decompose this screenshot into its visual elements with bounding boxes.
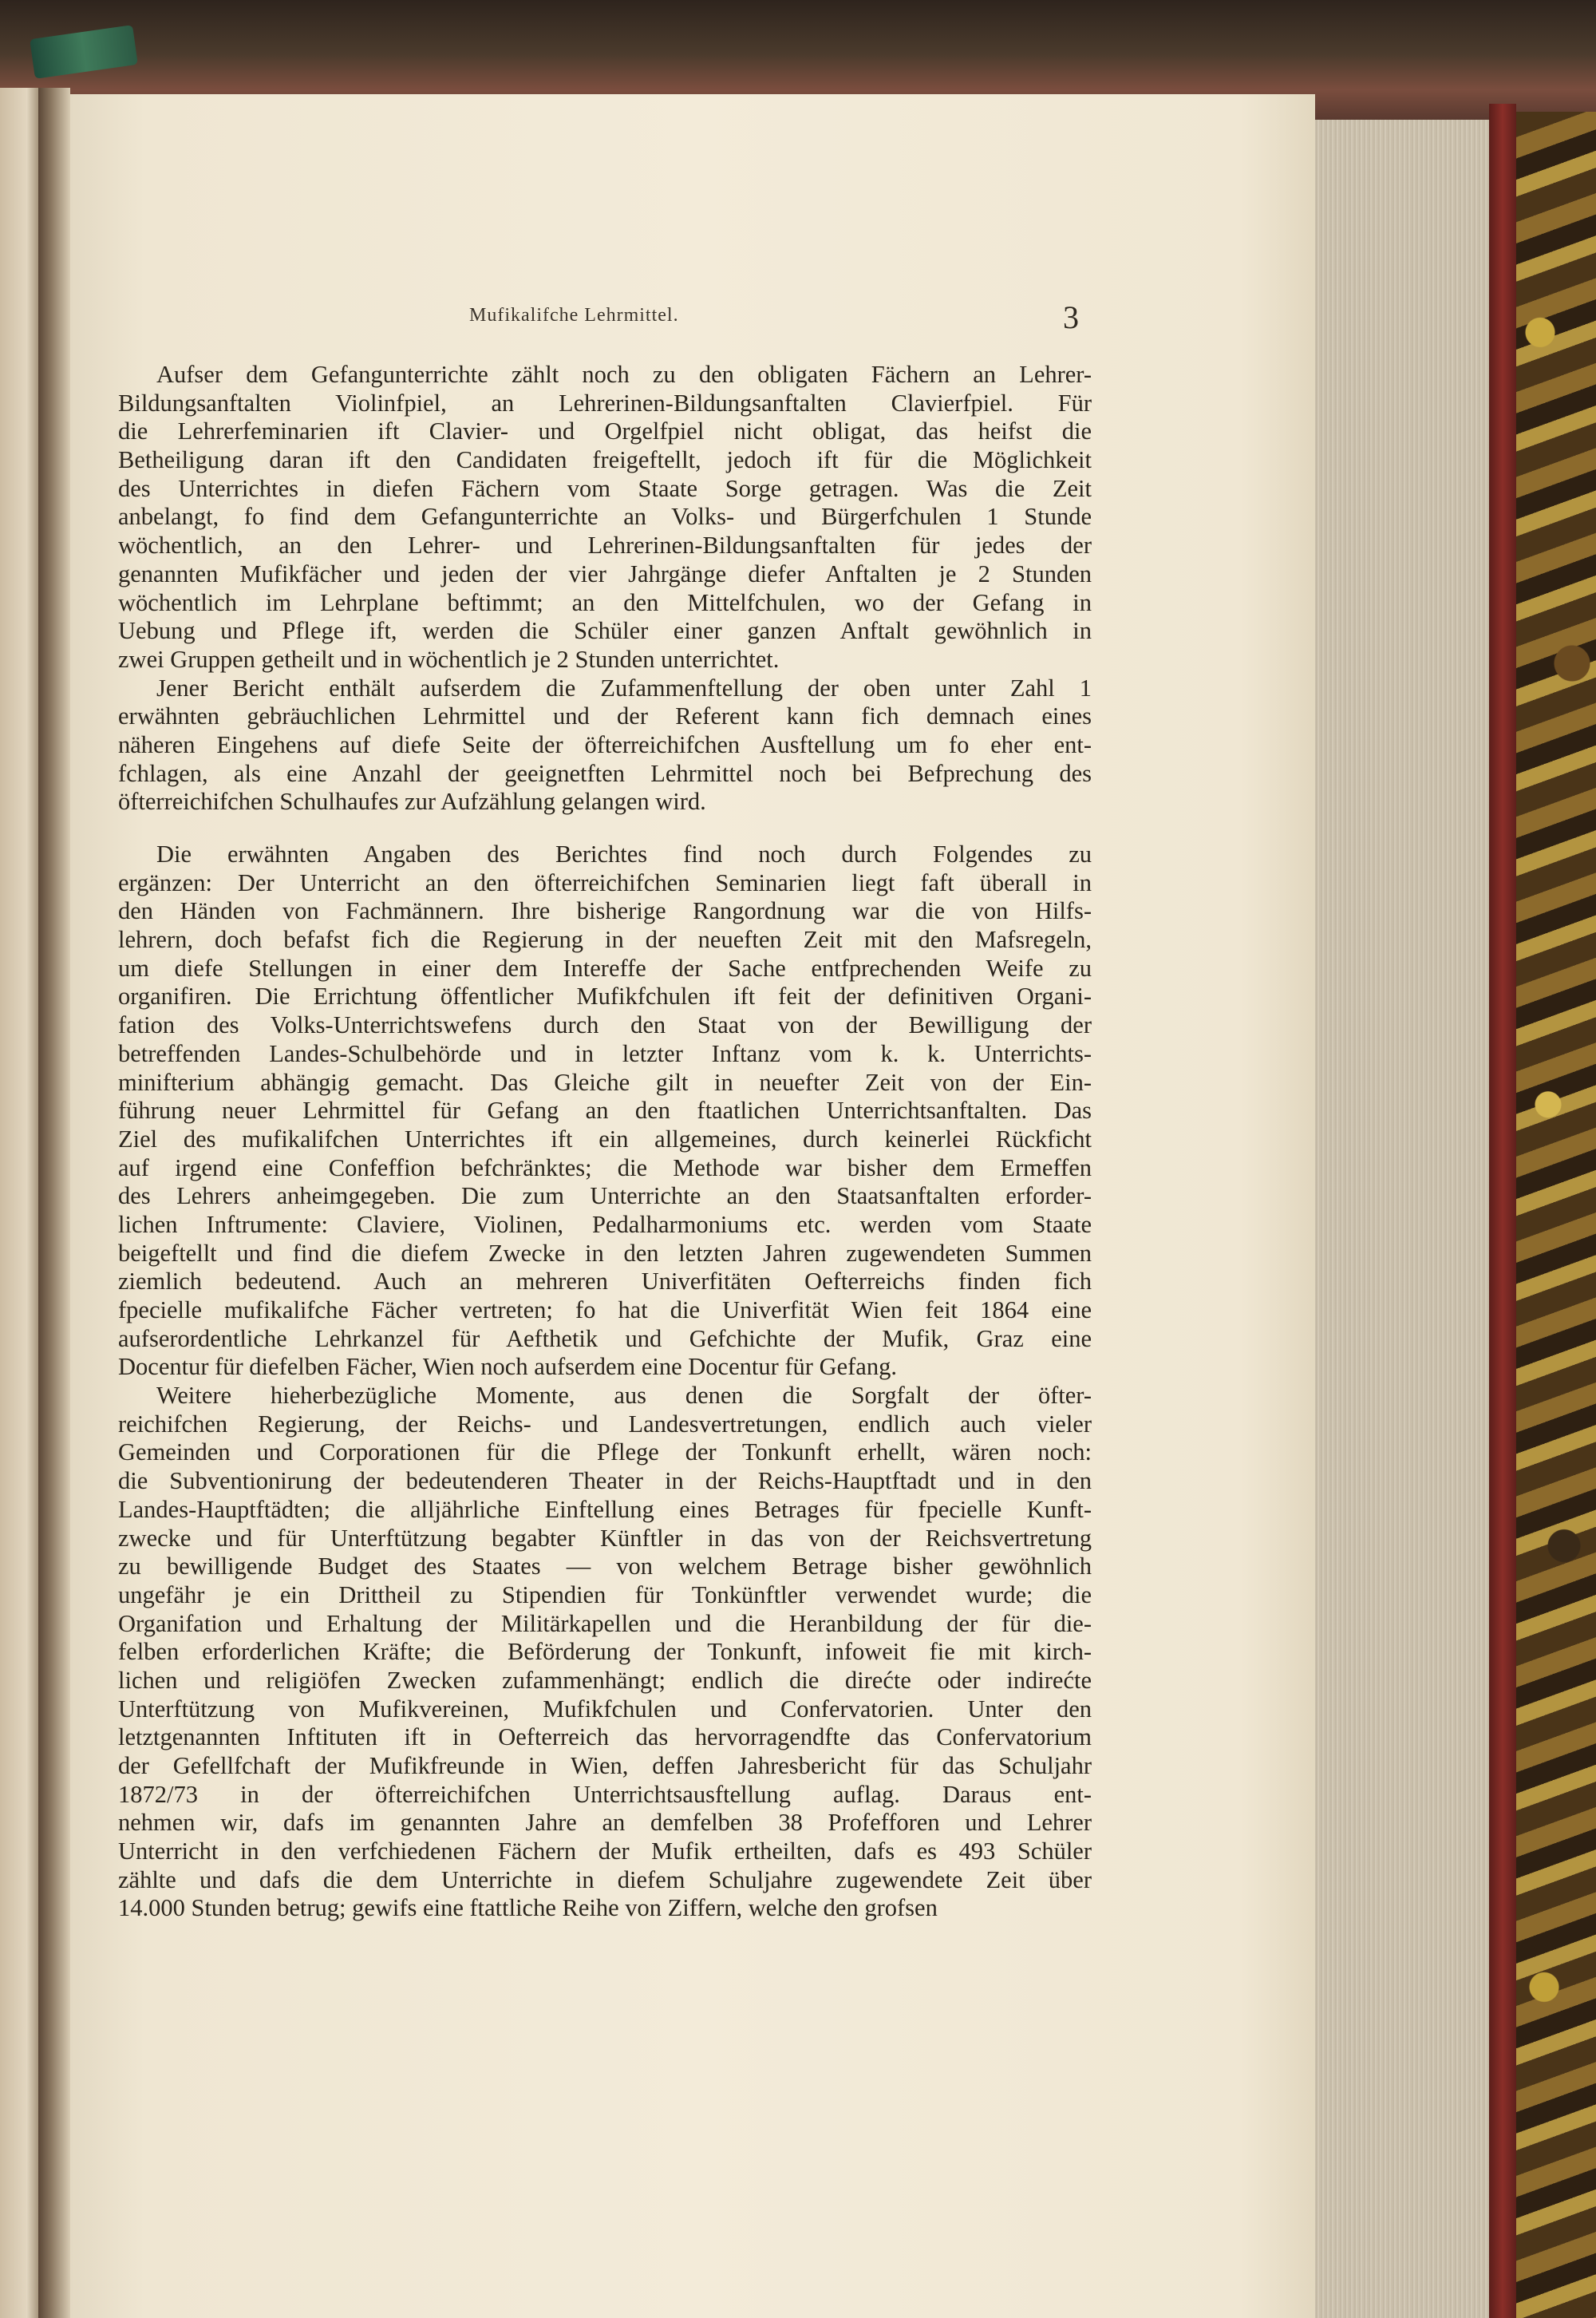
paragraph xyxy=(118,674,1092,817)
body-text xyxy=(118,361,1092,1923)
text-line: zu bewilligende Budget des Staates — von welchem Betrage bisher gewöhnlich xyxy=(118,1553,1092,1580)
paragraph-gap xyxy=(118,817,1092,841)
text-line: beigeftellt und find die diefem Zwecke in den letzten Jahren zugewendeten Summen xyxy=(118,1239,1092,1267)
paragraph xyxy=(118,841,1092,1382)
text-line: lichen und religiöfen Zwecken zufammenhängt; endlich die direćte oder indirećte xyxy=(118,1666,1092,1694)
text-line: genannten Mufikfächer und jeden der vier Jahrgänge diefer Anftalten je 2 Stunden xyxy=(118,560,1092,587)
text-line: minifterium abhängig gemacht. Das Gleiche gilt in neuefter Zeit von der Ein- xyxy=(118,1068,1092,1096)
text-line: ungefähr je ein Drittheil zu Stipendien für Tonkünftler verwendet wurde; die xyxy=(118,1580,1092,1608)
text-line: fation des Volks-Unterrichtswefens durch den Staat von der Bewilligung der xyxy=(118,1011,1092,1039)
text-line: zwei Gruppen getheilt und in wöchentlich je 2 Stunden unterrichtet. xyxy=(118,645,780,673)
text-line: felben erforderlichen Kräfte; die Beförderung der Tonkunft, infoweit fie mit kirch- xyxy=(118,1638,1092,1666)
text-line: näheren Eingehens auf diefe Seite der öfterreichifchen Ausftellung um fo eher ent- xyxy=(118,730,1092,758)
text-line: Landes-Hauptftädten; die alljährliche Einftellung eines Betrages für fpecielle Kunft- xyxy=(118,1495,1092,1523)
text-line: 1872/73 in der öfterreichifchen Unterrichtsausftellung auflag. Daraus ent- xyxy=(118,1780,1092,1808)
text-line: Unterftützung von Mufikvereinen, Mufikfchulen und Confervatorien. Unter den xyxy=(118,1695,1092,1723)
text-line: aufserordentliche Lehrkanzel für Aefthetik und Gefchichte der Mufik, Graz eine xyxy=(118,1324,1092,1352)
text-line: öfterreichifchen Schulhaufes zur Aufzählung gelangen wird. xyxy=(118,788,706,816)
text-line: wöchentlich, an den Lehrer- und Lehrerinen-Bildungsanftalten für jedes der xyxy=(118,532,1092,560)
text-line: die Lehrerfeminarien ift Clavier- und Orgelfpiel nicht obligat, das heifst die xyxy=(118,417,1092,445)
text-line: fpecielle mufikalifche Fächer vertreten; fo hat die Univerfität Wien feit 1864 eine xyxy=(118,1296,1092,1323)
text-line: ergänzen: Der Unterricht an den öfterreichifchen Seminarien liegt faft überall in xyxy=(118,868,1092,896)
text-line: die Subventionirung der bedeutenderen Theater in der Reichs-Hauptftadt und in den xyxy=(118,1467,1092,1495)
text-line: des Unterrichtes in diefen Fächern vom Staate Sorge getragen. Was die Zeit xyxy=(118,474,1092,502)
text-line: um diefe Stellungen in einer dem Intereffe der Sache entfprechenden Weife zu xyxy=(118,954,1092,982)
text-line: führung neuer Lehrmittel für Gefang an den ftaatlichen Unterrichtsanftalten. Das xyxy=(118,1097,1092,1125)
marbled-endpaper xyxy=(1516,112,1596,2318)
text-line: organifiren. Die Errichtung öffentlicher Mufikfchulen ift feit der definitiven Organi- xyxy=(118,983,1092,1011)
text-line: Organifation und Erhaltung der Militärkapellen und die Heranbildung der für die- xyxy=(118,1609,1092,1637)
text-line: betreffenden Landes-Schulbehörde und in letzter Inftanz vom k. k. Unterrichts- xyxy=(118,1039,1092,1067)
text-line: nehmen wir, dafs im genannten Jahre an demfelben 38 Profefforen und Lehrer xyxy=(118,1809,1092,1837)
text-line: erwähnten gebräuchlichen Lehrmittel und der Referent kann fich demnach eines xyxy=(118,702,1092,730)
text-line: Jener Bericht enthält aufserdem die Zufammenftellung der oben unter Zahl 1 xyxy=(156,674,1092,702)
running-title: Mufikalifche Lehrmittel. xyxy=(469,305,679,326)
text-line: 14.000 Stunden betrug; gewifs eine ftattliche Reihe von Ziffern, welche den grofsen xyxy=(118,1894,938,1922)
text-line: Betheiligung daran ift den Candidaten freigeftellt, jedoch ift für die Möglichkeit xyxy=(118,446,1092,474)
text-line: den Händen von Fachmännern. Ihre bisherige Rangordnung war die von Hilfs- xyxy=(118,897,1092,925)
paragraph xyxy=(118,1382,1092,1923)
text-line: Docentur für diefelben Fächer, Wien noch aufserdem eine Docentur für Gefang. xyxy=(118,1353,897,1381)
text-line: wöchentlich im Lehrplane beftimmt; an den Mittelfchulen, wo der Gefang in xyxy=(118,588,1092,616)
page-stack-edge xyxy=(1315,120,1489,2318)
text-line: ziemlich bedeutend. Auch an mehreren Univerfitäten Oefterreichs finden fich xyxy=(118,1268,1092,1295)
left-page-edge xyxy=(0,88,38,2318)
text-line: zählte und dafs die dem Unterrichte in diefem Schuljahre zugewendete Zeit über xyxy=(118,1865,1092,1893)
text-line: lichen Inftrumente: Claviere, Violinen, Pedalharmoniums etc. werden vom Staate xyxy=(118,1210,1092,1238)
text-line: zwecke und für Unterftützung begabter Künftler in das von der Reichsvertretung xyxy=(118,1524,1092,1552)
paragraph xyxy=(118,361,1092,674)
page-number: 3 xyxy=(1063,299,1079,335)
text-line: lehrern, doch befafst fich die Regierung in der neueften Zeit mit den Mafsregeln, xyxy=(118,926,1092,954)
text-line: Unterricht in den verfchiedenen Fächern der Mufik ertheilten, dafs es 493 Schüler xyxy=(118,1837,1092,1865)
text-line: Die erwähnten Angaben des Berichtes find noch durch Folgendes zu xyxy=(156,841,1092,868)
text-line: anbelangt, fo find dem Gefangunterrichte an Volks- und Bürgerfchulen 1 Stunde xyxy=(118,503,1092,531)
text-line: Weitere hieherbezügliche Momente, aus denen die Sorgfalt der öfter- xyxy=(156,1382,1092,1410)
text-line: Aufser dem Gefangunterrichte zählt noch zu den obligaten Fächern an Lehrer- xyxy=(156,361,1092,388)
text-line: Ziel des mufikalifchen Unterrichtes ift ein allgemeines, durch keinerlei Rückficht xyxy=(118,1125,1092,1153)
text-line: fchlagen, als eine Anzahl der geeignetften Lehrmittel noch bei Befprechung des xyxy=(118,759,1092,787)
text-line: reichifchen Regierung, der Reichs- und Landesvertretungen, endlich auch vieler xyxy=(118,1410,1092,1438)
text-line: Uebung und Pflege ift, werden die Schüler einer ganzen Anftalt gewöhnlich in xyxy=(118,617,1092,645)
text-line: letztgenannten Inftituten ift in Oefterreich das hervorragendfte das Confervatorium xyxy=(118,1723,1092,1751)
text-line: auf irgend eine Confeffion befchränktes; die Methode war bisher dem Ermeffen xyxy=(118,1153,1092,1181)
book-cover-edge xyxy=(1489,104,1516,2318)
text-line: Bildungsanftalten Violinfpiel, an Lehrerinen-Bildungsanftalten Clavierfpiel. Für xyxy=(118,389,1092,417)
book-gutter xyxy=(38,88,70,2318)
text-line: der Gefellfchaft der Mufikfreunde in Wien, deffen Jahresbericht für das Schuljahr xyxy=(118,1752,1092,1779)
text-line: des Lehrers anheimgegeben. Die zum Unterrichte an den Staatsanftalten erforder- xyxy=(118,1182,1092,1210)
text-line: Gemeinden und Corporationen für die Pflege der Tonkunft erhellt, wären noch: xyxy=(118,1438,1092,1466)
